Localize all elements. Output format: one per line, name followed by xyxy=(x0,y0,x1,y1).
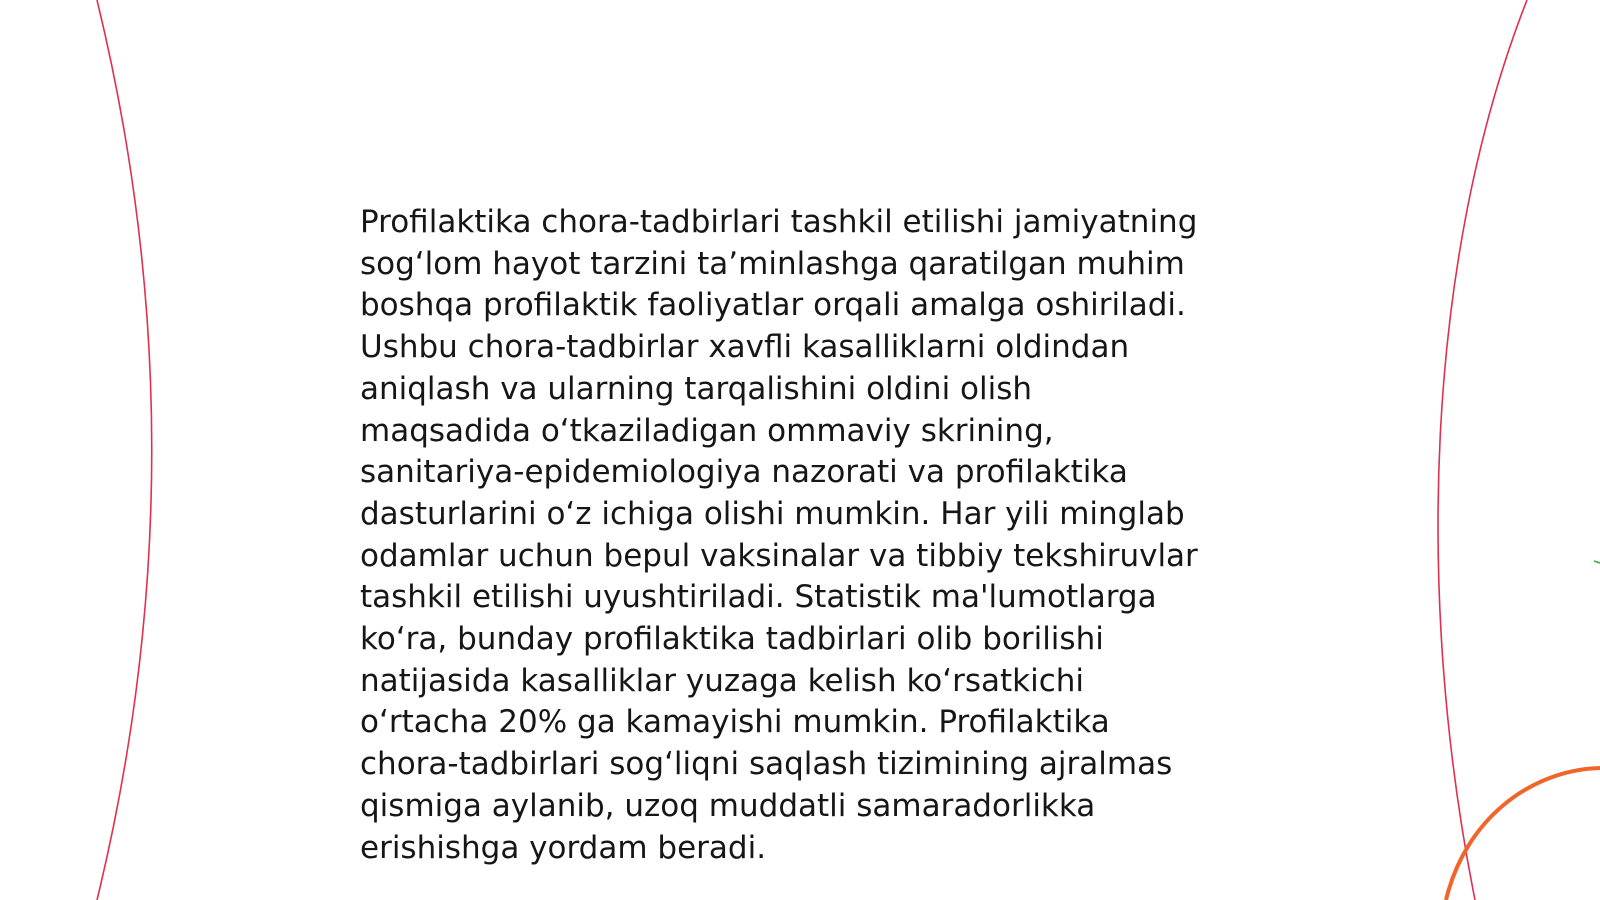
green-tick-decoration xyxy=(1594,561,1600,563)
orange-arc-decoration xyxy=(1446,768,1600,900)
right-curve-decoration xyxy=(1438,0,1527,900)
body-text: Profilaktika chora-tadbirlari tashkil etilishi jamiyatning sog‘lom hayot tarzini ta’minlashga qaratilgan muhim boshqa profilaktik faoliyatlar orqali amalga oshiriladi. Ushbu chora-tadbirlar xavfli kasalliklarni oldindan aniqlash va ularning tarqalishini oldini olish maqsadida o‘tkaziladigan ommaviy skrining, sanitariya-epidemiologiya nazorati va profilaktika dasturlarini o‘z ichiga olishi mumkin. Har yili minglab odamlar uchun bepul vaksinalar va tibbiy tekshiruvlar tashkil etilishi uyushtiriladi. Statistik ma'lumotlarga ko‘ra, bunday profilaktika tadbirlari olib borilishi natijasida kasalliklar yuzaga kelish ko‘rsatkichi o‘rtacha 20% ga kamayishi mumkin. Profilaktika chora-tadbirlari sog‘liqni saqlash tizimining ajralmas qismiga aylanib, uzoq muddatli samaradorlikka erishishga yordam beradi. xyxy=(360,204,1198,866)
left-curve-decoration xyxy=(97,0,152,900)
